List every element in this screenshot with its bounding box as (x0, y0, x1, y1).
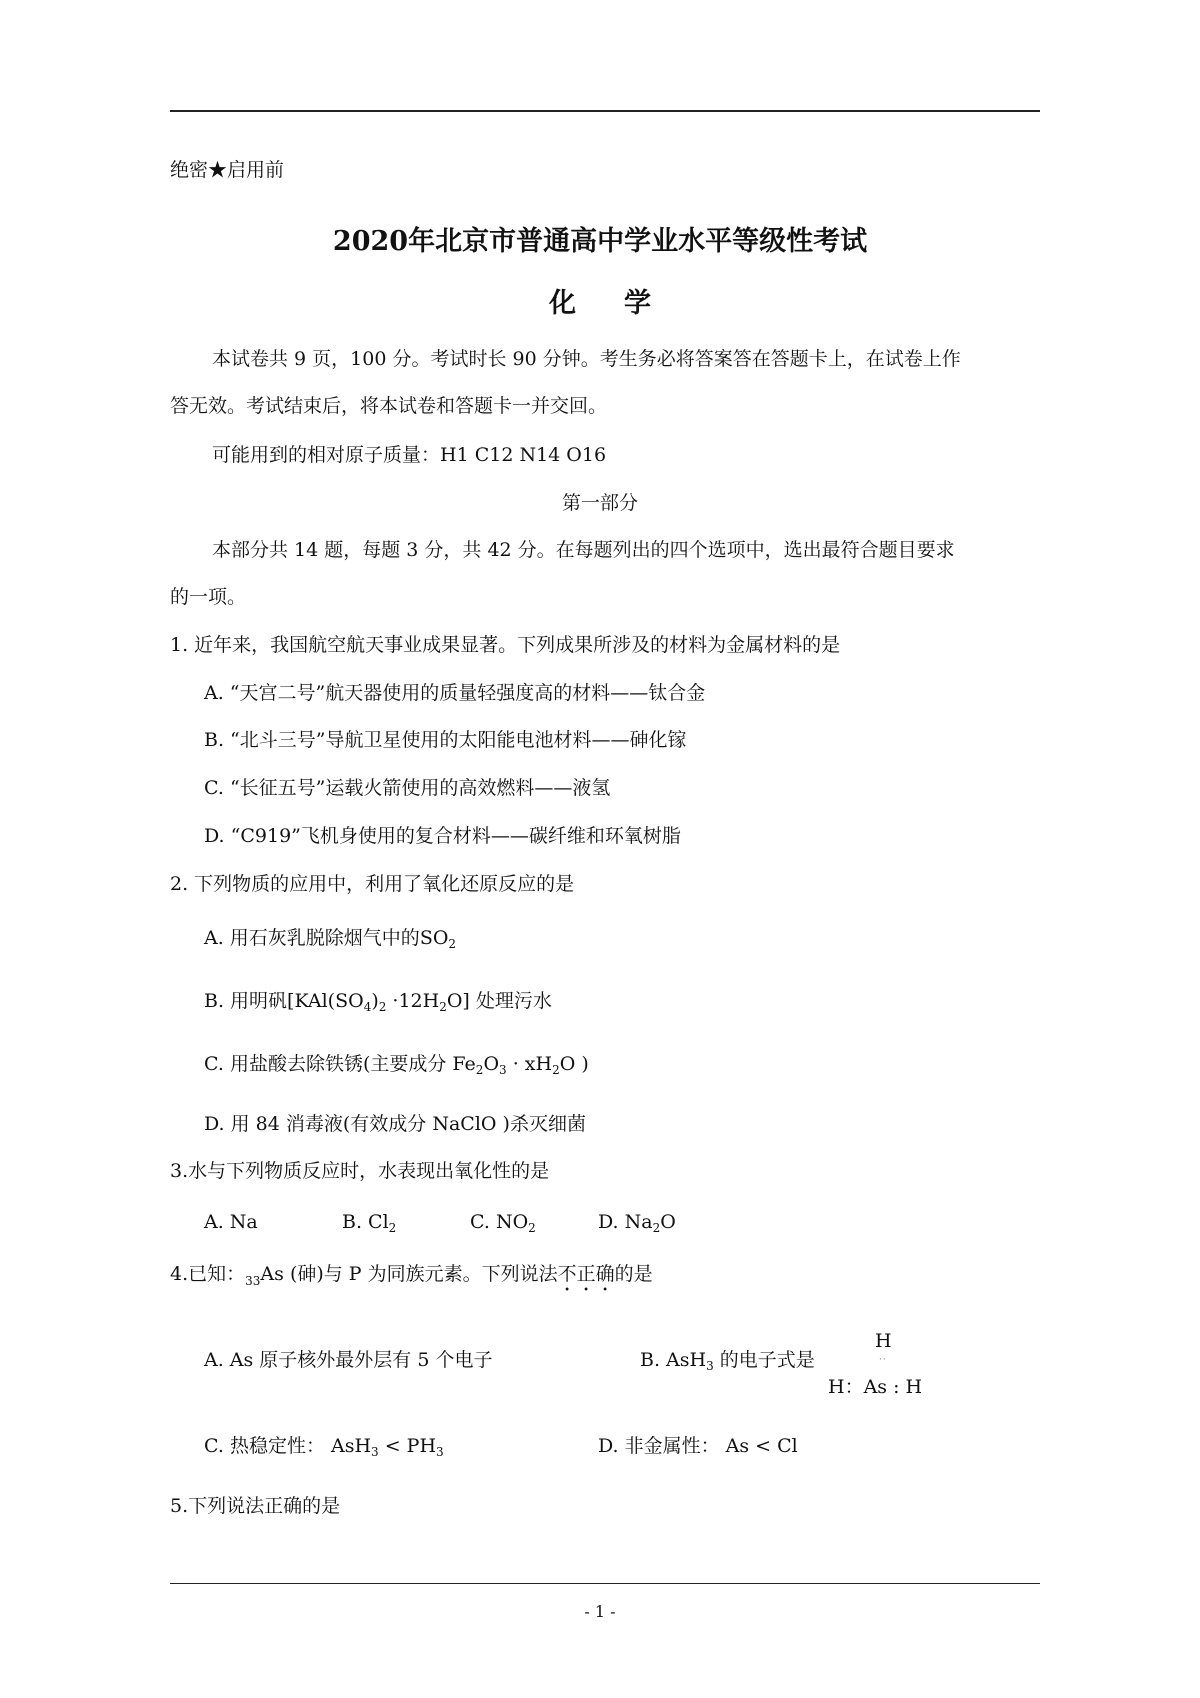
exam-title: 2020年北京市普通高中学业水平等级性考试 (332, 226, 868, 257)
q2-option-d-formula: NaClO (426, 1113, 503, 1135)
q4-element-symbol: As (260, 1263, 284, 1285)
atomic-mass-note: 可能用到的相对原子质量：H1 C12 N14 O16 (212, 444, 607, 466)
q2-option-b-formula: ) (371, 990, 379, 1012)
arsine-electron-formula (828, 1330, 938, 1400)
q2-option-a (204, 926, 456, 950)
q3-option-c-sub: 2 (528, 1221, 536, 1235)
q3-option-b (342, 1210, 396, 1234)
q4-option-c (204, 1434, 444, 1458)
q2-option-c-formula: O (559, 1053, 576, 1075)
q2-option-b-sub: 2 (378, 1000, 387, 1014)
q4-option-c-text: C. 热稳定性： AsH (204, 1435, 372, 1457)
q1-option-a: A. “天宫二号”航天器使用的质量轻强度高的材料——钛合金 (204, 682, 706, 704)
lewis-electron-pair: ·· (879, 1355, 887, 1365)
q2-option-c-formula: · xH (506, 1053, 553, 1075)
q2-option-b-formula: [KAl(SO (287, 990, 364, 1012)
footer-rule (170, 1583, 1040, 1584)
q4-stem-text: 的是 (614, 1263, 653, 1285)
q4-emphasis: 不正确 (557, 1263, 615, 1285)
subject-title: 化学 (549, 288, 699, 319)
instructions-line-2: 答无效。考试结束后，将本试卷和答题卡一并交回。 (170, 395, 608, 417)
q4-stem-text: (砷)与 P 为同族元素。下列说法 (283, 1263, 558, 1285)
q2-option-a-text: A. 用石灰乳脱除烟气中的 (204, 927, 420, 949)
q2-option-d-text: D. 用 84 消毒液(有效成分 (204, 1113, 427, 1135)
q2-option-a-sub: 2 (448, 937, 457, 951)
q3-option-b-text: B. Cl (342, 1211, 389, 1233)
q4-option-c-text: < PH (378, 1435, 437, 1457)
q2-option-c-formula: O (483, 1053, 500, 1075)
secret-label: 绝密★启用前 (170, 159, 285, 181)
q1-option-d: D. “C919”飞机身使用的复合材料——碳纤维和环氧树脂 (204, 825, 681, 847)
q2-option-c-formula: Fe (446, 1053, 476, 1075)
q3-option-c (470, 1210, 536, 1234)
q4-atomic-number: 33 (245, 1274, 261, 1288)
lewis-hydrogen-top: H (875, 1330, 892, 1352)
q2-option-c-sub: 2 (552, 1063, 560, 1077)
part1-title: 第一部分 (561, 492, 638, 514)
q3-option-b-sub: 2 (388, 1221, 397, 1235)
q1-stem: 1. 近年来，我国航空航天事业成果显著。下列成果所涉及的材料为金属材料的是 (170, 634, 841, 656)
q3-stem: 3.水与下列物质反应时，水表现出氧化性的是 (170, 1160, 550, 1182)
q3-option-d-text: O (660, 1211, 676, 1233)
q2-option-a-formula: SO (419, 927, 449, 949)
q3-option-d-sub: 2 (652, 1221, 661, 1235)
q2-option-b-text: 处理污水 (469, 990, 552, 1012)
q1-option-b: B. “北斗三号”导航卫星使用的太阳能电池材料——砷化镓 (204, 729, 687, 751)
q4-option-b-text: 的电子式是 (713, 1349, 815, 1371)
q4-option-b (640, 1348, 815, 1372)
q3-option-d-text: D. Na (598, 1211, 653, 1233)
q3-option-a: A. Na (204, 1211, 258, 1233)
instructions-line-1: 本试卷共 9 页，100 分。考试时长 90 分钟。考生务必将答案答在答题卡上，在试卷上作 (212, 348, 961, 370)
page-number: - 1 - (584, 1602, 616, 1621)
q1-option-c: C. “长征五号”运载火箭使用的高效燃料——液氢 (204, 777, 611, 799)
q4-option-b-sub: 3 (706, 1359, 714, 1373)
part1-desc-line-1: 本部分共 14 题，每题 3 分，共 42 分。在每题列出的四个选项中，选出最符合题目要求 (212, 539, 955, 561)
q2-option-b-sub: 4 (363, 1000, 372, 1014)
q2-option-c (204, 1052, 589, 1076)
q2-option-b-formula: O] (446, 990, 470, 1012)
q2-option-b-text: B. 用明矾 (204, 990, 288, 1012)
lewis-main-row: H：As : H (828, 1376, 923, 1398)
header-rule (170, 110, 1040, 112)
q2-option-b-formula: ·12H (386, 990, 440, 1012)
q4-option-d: D. 非金属性： As < Cl (598, 1435, 798, 1457)
q2-option-c-text: C. 用盐酸去除铁锈(主要成分 (204, 1053, 447, 1075)
q4-stem (170, 1262, 653, 1296)
q2-option-d (204, 1112, 586, 1136)
q2-option-c-text: ) (575, 1053, 589, 1075)
q2-option-d-text: )杀灭细菌 (502, 1113, 586, 1135)
q5-stem: 5.下列说法正确的是 (170, 1495, 341, 1517)
q2-option-b (204, 989, 552, 1013)
q4-stem-text: 4.已知： (170, 1263, 246, 1285)
q2-option-c-sub: 3 (499, 1063, 507, 1077)
q4-option-a: A. As 原子核外最外层有 5 个电子 (204, 1349, 493, 1371)
q2-option-c-sub: 2 (475, 1063, 484, 1077)
q4-option-c-sub: 3 (436, 1445, 444, 1459)
part1-desc-line-2: 的一项。 (170, 586, 247, 608)
q3-option-c-text: C. NO (470, 1211, 529, 1233)
q4-option-b-text: B. AsH (640, 1349, 707, 1371)
q3-option-d (598, 1210, 676, 1234)
q2-option-b-sub: 2 (439, 1000, 447, 1014)
q4-option-c-sub: 3 (371, 1445, 379, 1459)
q2-stem: 2. 下列物质的应用中，利用了氧化还原反应的是 (170, 873, 575, 895)
